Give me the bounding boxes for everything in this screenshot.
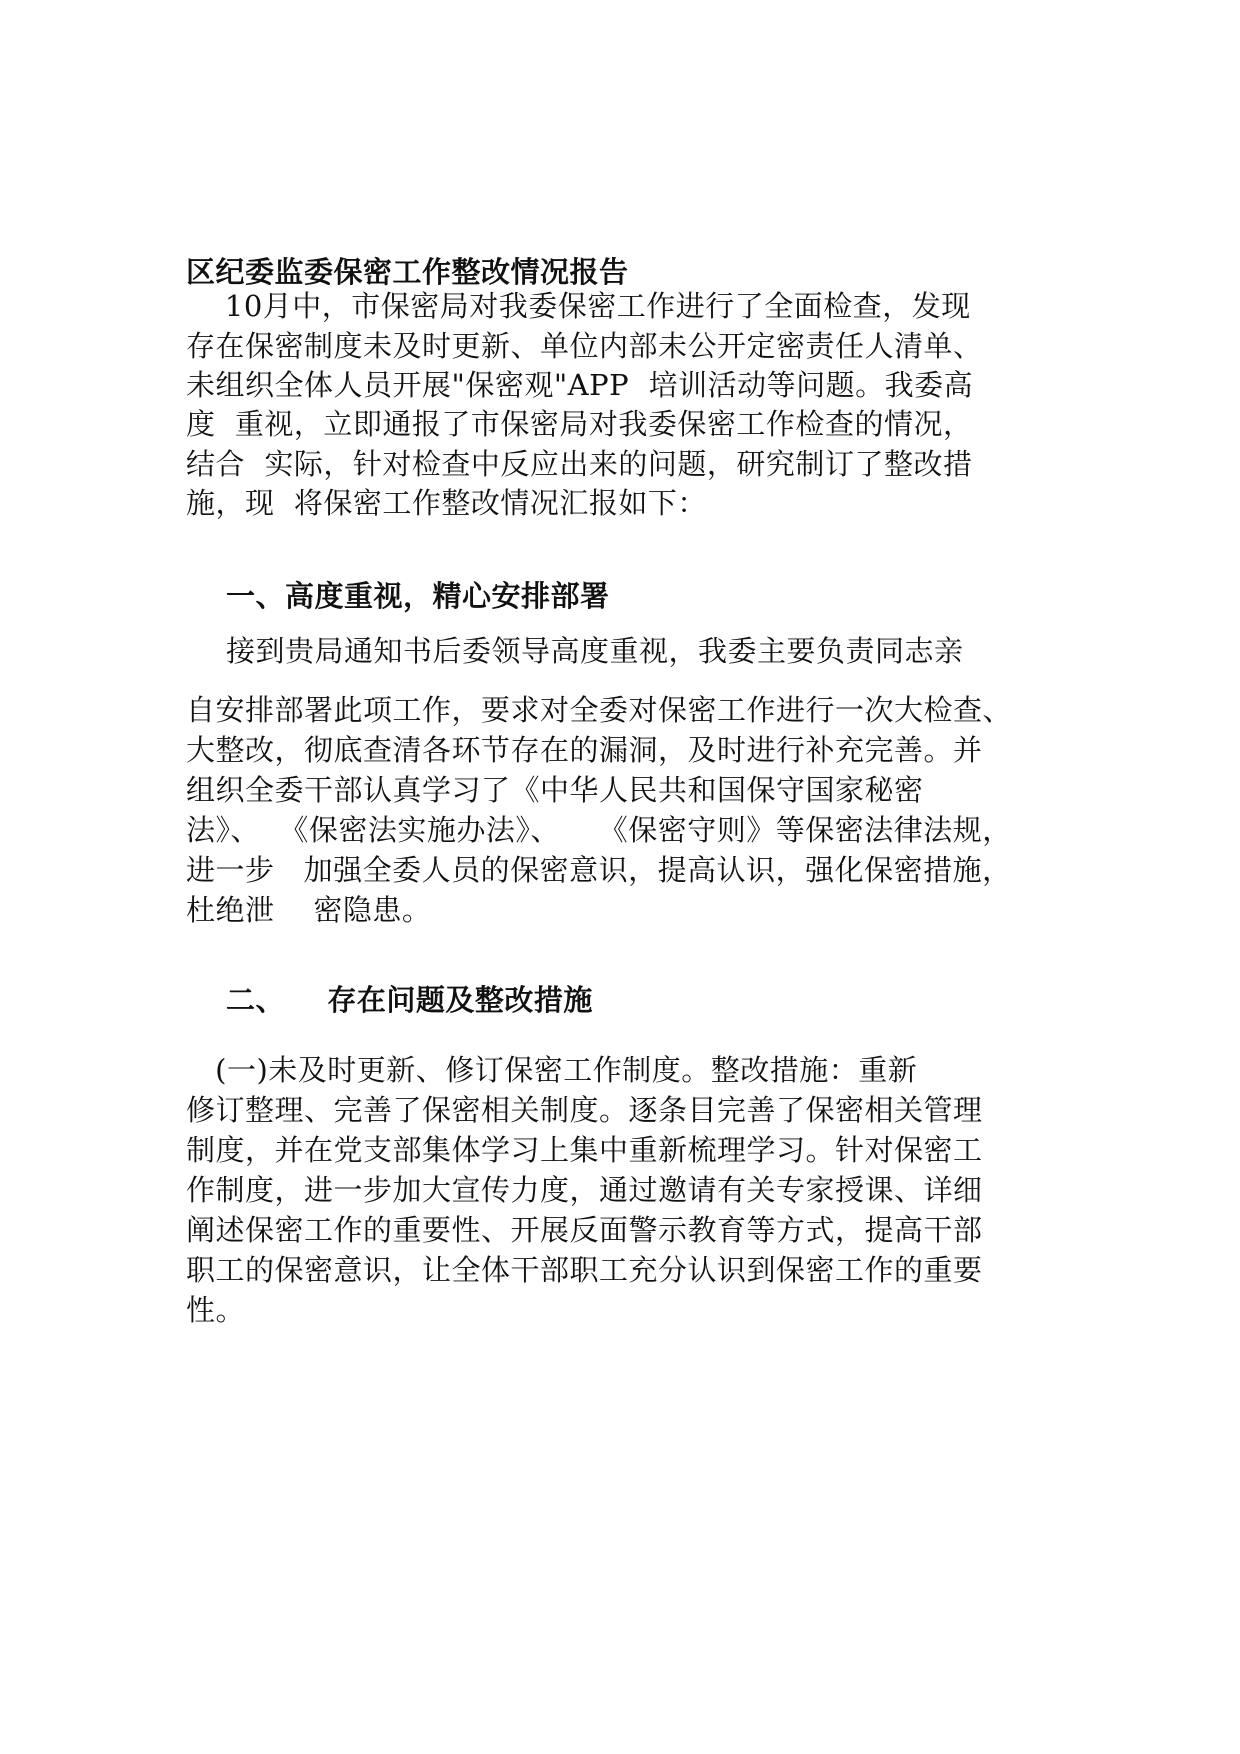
section-2-line-4: 作制度，进一步加大宣传力度，通过邀请有关专家授课、详细	[186, 1173, 983, 1207]
section-2-line-1: (一)未及时更新、修订保密工作制度。整改措施：重新	[186, 1053, 918, 1087]
intro-line-4: 度 重视，立即通报了市保密局对我委保密工作检查的情况，	[186, 407, 973, 441]
intro-line-5: 结合 实际，针对检查中反应出来的问题，研究制订了整改措	[186, 447, 973, 481]
section-2-line-5: 阐述保密工作的重要性、开展反面警示教育等方式，提高干部	[186, 1213, 983, 1247]
section-2-line-3: 制度，并在党支部集体学习上集中重新梳理学习。针对保密工	[186, 1133, 983, 1167]
section-2-line-7: 性。	[186, 1293, 246, 1327]
section-1-line-3: 大整改，彻底查清各环节存在的漏洞，及时进行补充完善。并	[186, 733, 983, 767]
section-1-line-5: 法》、 《保密法实施办法》、 《保密守则》等保密法律法规，	[186, 813, 1012, 847]
intro-line-2: 存在保密制度未及时更新、单位内部未公开定密责任人清单、	[186, 329, 983, 363]
intro-line-6: 施，现 将保密工作整改情况汇报如下：	[186, 486, 707, 520]
section-1-line-7: 杜绝泄 密隐患。	[186, 893, 432, 927]
section-1-line-6: 进一步 加强全委人员的保密意识，提高认识，强化保密措施，	[186, 853, 1012, 887]
section-2-line-2: 修订整理、完善了保密相关制度。逐条目完善了保密相关管理	[186, 1093, 983, 1127]
section-1-line-2: 自安排部署此项工作，要求对全委对保密工作进行一次大检查、	[186, 693, 1013, 727]
section-1-heading: 一、高度重视，精心安排部署	[226, 579, 610, 613]
intro-line-3: 未组织全体人员开展"保密观"APP 培训活动等问题。我委高	[186, 368, 974, 402]
section-2-heading: 二、 存在问题及整改措施	[226, 983, 593, 1017]
intro-line-1: 10月中，市保密局对我委保密工作进行了全面检查，发现	[186, 289, 971, 323]
section-2-line-6: 职工的保密意识，让全体干部职工充分认识到保密工作的重要	[186, 1253, 983, 1287]
document-title: 区纪委监委保密工作整改情况报告	[186, 255, 629, 289]
section-1-line-4: 组织全委干部认真学习了《中华人民共和国保守国家秘密	[186, 773, 924, 807]
section-1-first-line: 接到贵局通知书后委领导高度重视，我委主要负责同志亲	[226, 634, 964, 668]
